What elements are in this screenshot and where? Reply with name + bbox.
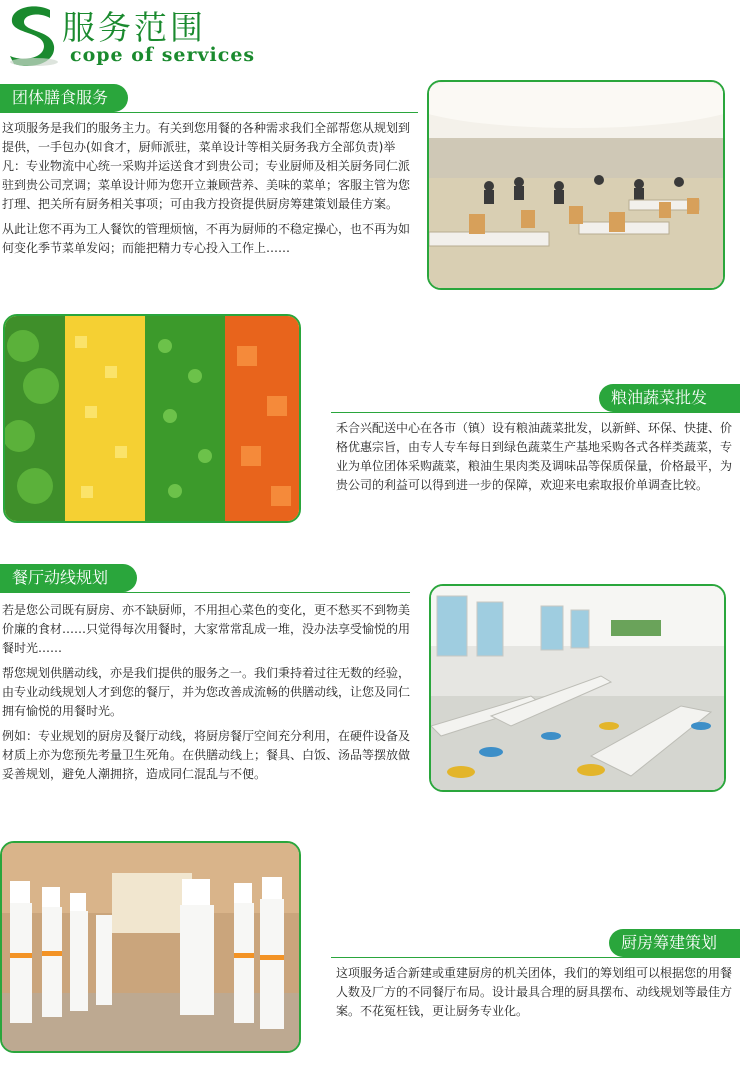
canteen-tables-stools-photo [429,584,726,792]
section-heading-dining-flow-planning: 餐厅动线规划 [0,564,137,592]
cafeteria-dining-hall-photo [427,80,725,290]
section-heading-kitchen-construction-planning: 厨房筹建策划 [609,929,740,957]
section-body-dining-flow-planning [2,601,412,784]
page-title: 服务范围 [62,8,206,47]
chefs-in-kitchen-photo [0,841,301,1053]
section-divider [0,592,410,593]
page-subtitle: cope of services [70,44,256,66]
section-body-grain-vegetable-wholesale [336,419,734,495]
section-heading-group-catering: 团体膳食服务 [0,84,128,112]
section-body-group-catering [2,119,414,258]
paragraph: 从此让您不再为工人餐饮的管理烦恼，不再为厨师的不稳定操心，也不再为如何变化季节菜单发闷；而能把精力专心投入工作上…… [2,222,411,255]
paragraph: 若是您公司既有厨房、亦不缺厨师，不用担心菜色的变化，更不愁买不到物美价廉的食材……只觉得每次用餐时，大家常常乱成一堆，没办法享受愉悦的用餐时光…… [2,603,411,655]
section-body-kitchen-construction-planning [336,964,734,1021]
section-heading-grain-vegetable-wholesale: 粮油蔬菜批发 [599,384,740,412]
paragraph: 这项服务适合新建或重建厨房的机关团体，我们的筹划组可以根据您的用餐人数及厂方的不同餐厅布局。设计最具合理的厨具摆布、动线规划等最佳方案。不花冤枉钱，更让厨务专业化。 [336,966,733,1018]
section-divider [331,412,740,413]
section-divider [331,957,740,958]
brand-s-logo [4,4,58,66]
section-divider [0,112,418,113]
paragraph: 帮您规划供膳动线，亦是我们提供的服务之一。我们秉持着过往无数的经验，由专业动线规划人才到您的餐厅，并为您改善成流畅的供膳动线，让您及同仁拥有愉悦的用餐时光。 [2,666,411,718]
paragraph: 禾合兴配送中心在各市（镇）设有粮油蔬菜批发，以新鲜、环保、快捷、价格优惠宗旨，由专人专车每日到绿色蔬菜生产基地采购各式各样类蔬菜，专业为单位团体采购蔬菜，粮油生果肉类及调味品等保质保量，价格最平，为贵公司的利益可以得到进一步的保障，欢迎来电索取报价单调查比较。 [336,421,733,492]
mixed-vegetables-photo [3,314,301,523]
paragraph: 例如：专业规划的厨房及餐厅动线，将厨房餐厅空间充分利用，在硬件设备及材质上亦为您预先考量卫生死角。在供膳动线上；餐具、白饭、汤品等摆放做妥善规划，避免人潮拥挤，造成同仁混乱与不便。 [2,729,411,781]
paragraph: 这项服务是我们的服务主力。有关到您用餐的各种需求我们全部帮您从规划到提供，一手包办(如食才，厨师派驻，菜单设计等相关厨务我方全部负责)举凡：专业物流中心统一采购并运送食才到贵公司；专业厨师及相关厨务同仁派驻到贵公司烹调；菜单设计师为您开立兼顾营养、美味的菜单；客服主管为您打理、把关所有厨务相关事项；可由我方投资提供厨房筹建策划最佳方案。 [2,121,411,211]
